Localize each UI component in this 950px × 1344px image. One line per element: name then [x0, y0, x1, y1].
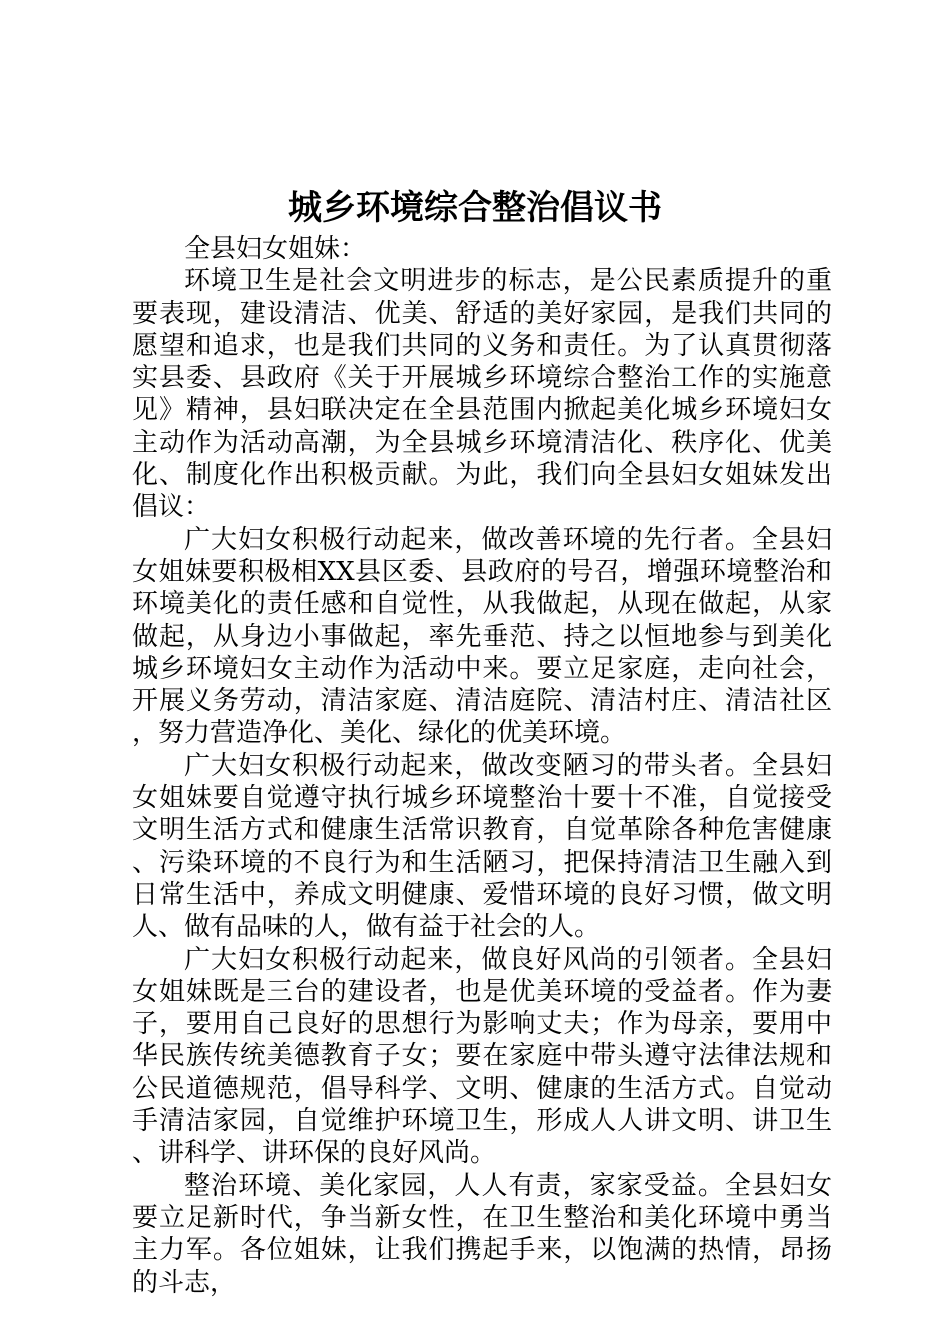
paragraph-intro: 环境卫生是社会文明进步的标志，是公民素质提升的重要表现，建设清洁、优美、舒适的美好家园，是我们共同的愿望和追求，也是我们共同的义务和责任。为了认真贯彻落实县委、县政府《关于开展城乡环境综合整治工作的实施意见》精神，县妇联决定在全县范围内掀起美化城乡环境妇女主动作为活动高潮，为全县城乡环境清洁化、秩序化、优美化、制度化作出积极贡献。为此，我们向全县妇女姐妹发出倡议： [132, 266, 832, 523]
paragraph-habits: 广大妇女积极行动起来，做改变陋习的带头者。全县妇女姐妹要自觉遵守执行城乡环境整治十要十不准，自觉接受文明生活方式和健康生活常识教育，自觉革除各种危害健康、污染环境的不良行为和生活陋习，把保持清洁卫生融入到日常生活中，养成文明健康、爱惜环境的良好习惯，做文明人、做有品味的人，做有益于社会的人。 [132, 750, 832, 943]
document-title: 城乡环境综合整治倡议书 [288, 188, 662, 228]
paragraph-pioneer: 广大妇女积极行动起来，做改善环境的先行者。全县妇女姐妹要积极相XX县区委、县政府的号召，增强环境整治和环境美化的责任感和自觉性，从我做起，从现在做起，从家做起，从身边小事做起，率先垂范、持之以恒地参与到美化城乡环境妇女主动作为活动中来。要立足家庭，走向社会，开展义务劳动，清洁家庭、清洁庭院、清洁村庄、清洁社区，努力营造净化、美化、绿化的优美环境。 [132, 524, 832, 749]
salutation: 全县妇女姐妹： [184, 234, 367, 264]
paragraph-closing: 整治环境、美化家园，人人有责，家家受益。全县妇女要立足新时代，争当新女性，在卫生整治和美化环境中勇当主力军。各位姐妹，让我们携起手来，以饱满的热情，昂扬的斗志， [132, 1170, 832, 1298]
document-body [132, 233, 832, 1299]
paragraph-ethos: 广大妇女积极行动起来，做良好风尚的引领者。全县妇女姐妹既是三台的建设者，也是优美环境的受益者。作为妻子，要用自己良好的思想行为影响丈夫；作为母亲，要用中华民族传统美德教育子女；要在家庭中带头遵守法律法规和公民道德规范，倡导科学、文明、健康的生活方式。自觉动手清洁家园，自觉维护环境卫生，形成人人讲文明、讲卫生、讲科学、讲环保的良好风尚。 [132, 944, 832, 1169]
